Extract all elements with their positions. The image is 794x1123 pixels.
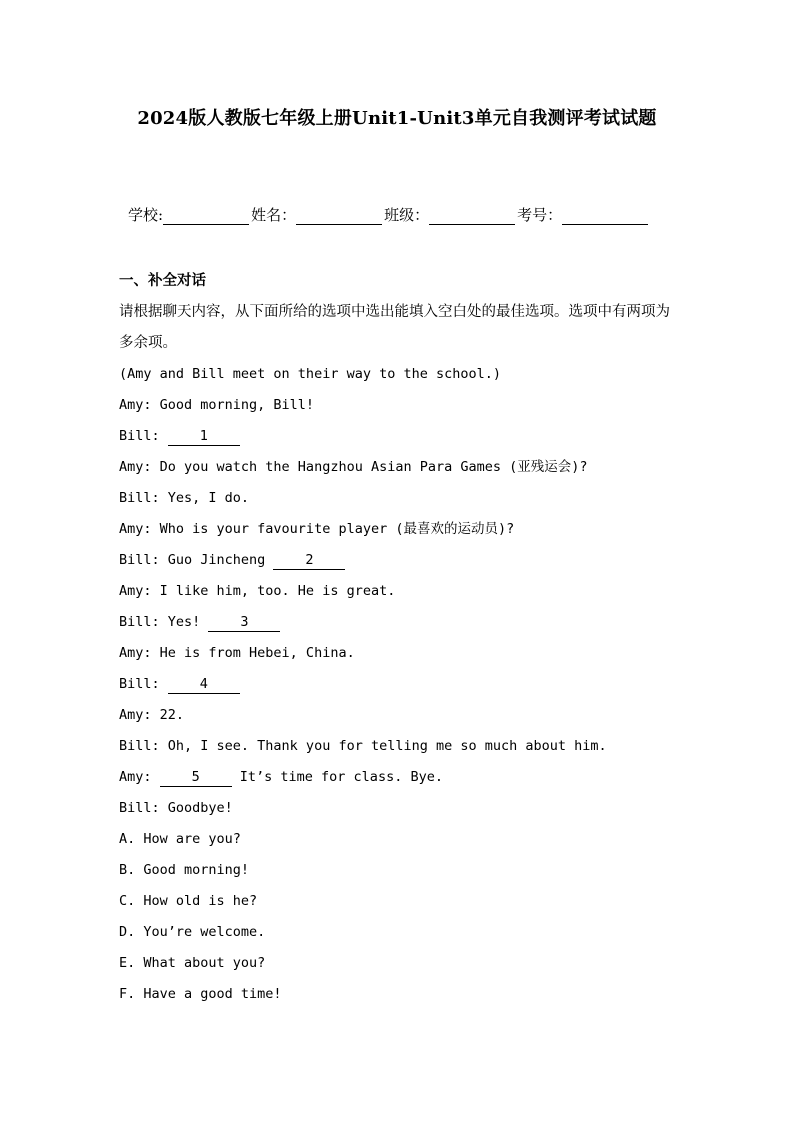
- section-dialogue: [119, 266, 679, 1010]
- dialogue-line: [119, 762, 679, 793]
- dialogue-text: Amy: He is from Hebei, China.: [119, 645, 355, 661]
- school-label: 学校:: [128, 206, 164, 224]
- dialogue-text: Bill: Guo Jincheng: [119, 552, 274, 568]
- dialogue-text: Bill: Goodbye!: [119, 800, 233, 816]
- option-a: A. How are you?: [119, 831, 241, 847]
- dialogue-line: [119, 421, 679, 452]
- dialogue-text: Amy:: [119, 769, 160, 785]
- name-label: 姓名：: [251, 206, 297, 224]
- answer-blank-5[interactable]: 5: [160, 767, 232, 787]
- section-heading: 一、补全对话: [119, 273, 206, 289]
- dialogue-line: [119, 793, 679, 824]
- context-line: (Amy and Bill meet on their way to the school.): [119, 366, 502, 382]
- dialogue-text: Bill: Yes!: [119, 614, 209, 630]
- answer-blank-3[interactable]: 3: [208, 612, 280, 632]
- dialogue-line: [119, 514, 679, 545]
- dialogue-line: [119, 638, 679, 669]
- dialogue-text: Amy: Do you watch the Hangzhou Asian Para Games (亚残运会)?: [119, 459, 588, 475]
- dialogue-line: [119, 700, 679, 731]
- student-info-line: [128, 204, 650, 225]
- class-label: 班级：: [384, 206, 430, 224]
- dialogue-text: Bill:: [119, 676, 168, 692]
- school-blank[interactable]: [163, 208, 249, 225]
- dialogue-line: [119, 576, 679, 607]
- name-blank[interactable]: [296, 208, 382, 225]
- option-f: F. Have a good time!: [119, 986, 282, 1002]
- dialogue-text: Amy: Who is your favourite player (最喜欢的运动员)?: [119, 521, 515, 537]
- answer-blank-4[interactable]: 4: [168, 674, 240, 694]
- dialogue-text: Amy: 22.: [119, 707, 185, 723]
- dialogue-text: Amy: Good morning, Bill!: [119, 397, 315, 413]
- dialogue-text: It’s time for class. Bye.: [231, 769, 443, 785]
- instruction-text: 请根据聊天内容，从下面所给的选项中选出能填入空白处的最佳选项。选项中有两项为多余项。: [119, 304, 670, 351]
- dialogue-line: [119, 390, 679, 421]
- option-d: D. You’re welcome.: [119, 924, 266, 940]
- page-title: 2024版人教版七年级上册Unit1-Unit3单元自我测评考试试题: [137, 108, 657, 129]
- exam-number-blank[interactable]: [562, 208, 648, 225]
- answer-blank-1[interactable]: 1: [168, 426, 240, 446]
- dialogue-text: Bill: Yes, I do.: [119, 490, 250, 506]
- option-b: B. Good morning!: [119, 862, 250, 878]
- dialogue-text: Amy: I like him, too. He is great.: [119, 583, 396, 599]
- dialogue-line: [119, 669, 679, 700]
- option-e: E. What about you?: [119, 955, 266, 971]
- dialogue-line: [119, 452, 679, 483]
- dialogue-line: [119, 607, 679, 638]
- dialogue-text: Bill:: [119, 428, 168, 444]
- dialogue-text: Bill: Oh, I see. Thank you for telling me so much about him.: [119, 738, 607, 754]
- answer-blank-2[interactable]: 2: [273, 550, 345, 570]
- dialogue-line: [119, 483, 679, 514]
- option-c: C. How old is he?: [119, 893, 258, 909]
- dialogue-line: [119, 731, 679, 762]
- exam-number-label: 考号：: [517, 206, 563, 224]
- dialogue-line: [119, 545, 679, 576]
- class-blank[interactable]: [429, 208, 515, 225]
